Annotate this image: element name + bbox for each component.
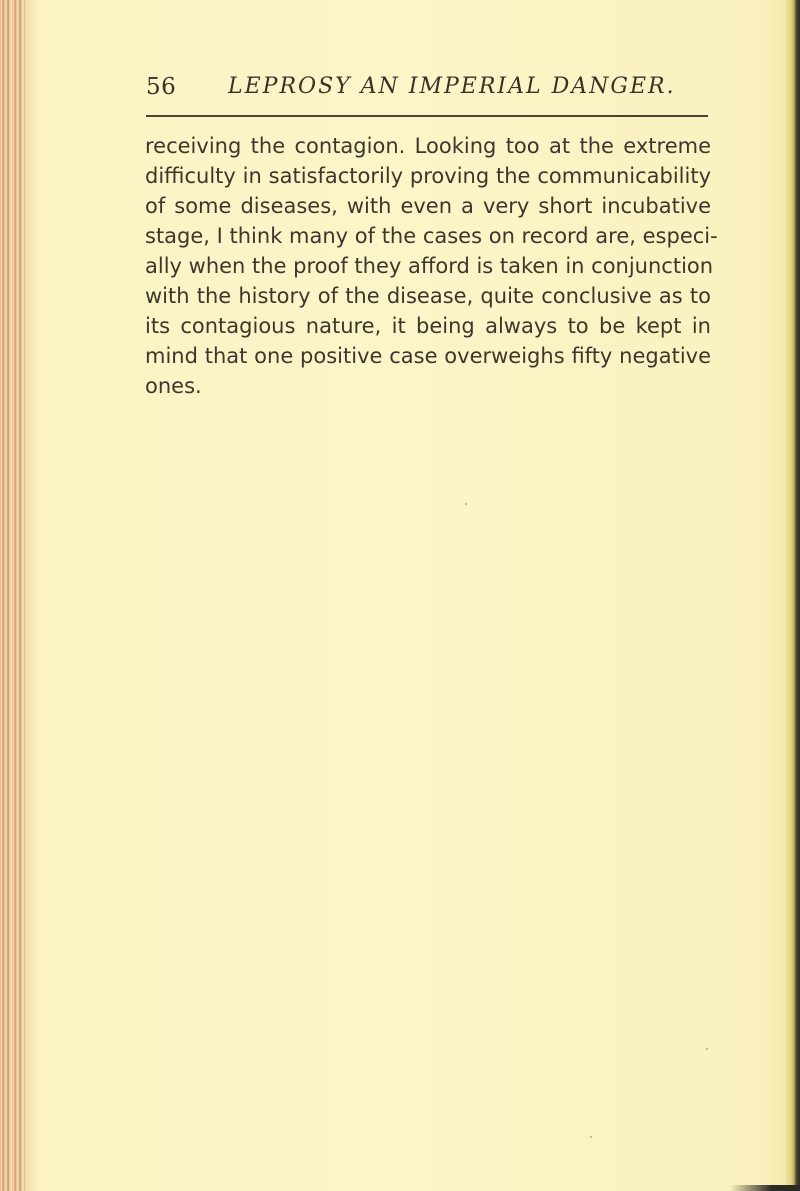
text-line: mind that one positive case overweighs fifty negative	[145, 344, 711, 368]
body-paragraph	[145, 131, 718, 401]
running-head-title: LEPROSY AN IMPERIAL DANGER.	[228, 74, 676, 99]
text-line: ones.	[145, 374, 202, 398]
text-line: of some diseases, with even a very short incubative	[145, 194, 711, 218]
text-line: receiving the contagion. Looking too at the extreme	[145, 134, 711, 158]
text-line: difficulty in satisfactorily proving the communicability	[145, 164, 711, 188]
page-stack-corner	[730, 1185, 800, 1191]
text-line: ally when the proof they afford is taken in conjunction	[145, 254, 714, 278]
text-line: stage, I think many of the cases on record are, especi-	[145, 224, 718, 248]
paper-speck	[465, 503, 467, 505]
binding-edge	[0, 0, 26, 1191]
binding-shadow	[26, 0, 40, 1191]
text-line: its contagious nature, it being always to be kept in	[145, 314, 711, 338]
page-number: 56	[146, 74, 177, 100]
running-head	[146, 74, 706, 104]
header-rule	[146, 115, 708, 117]
paper-speck	[706, 1048, 708, 1050]
page-stack-edge	[786, 0, 800, 1191]
text-line: with the history of the disease, quite conclusive as to	[145, 284, 711, 308]
paper-speck	[590, 1136, 592, 1138]
